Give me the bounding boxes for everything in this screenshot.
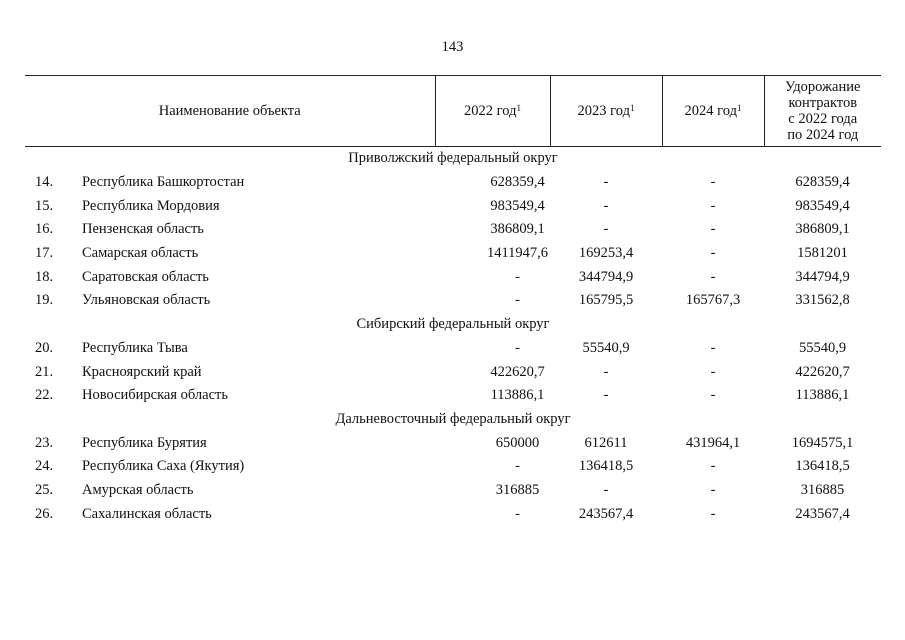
object-name: Пензенская область — [82, 221, 204, 238]
cell-2022: - — [515, 458, 520, 475]
cell-2022: - — [515, 339, 520, 356]
cell-2024: - — [710, 245, 716, 262]
object-name: Республика Башкортостан — [82, 174, 245, 191]
cell-2023: 165795,5 — [578, 292, 634, 309]
row-number: 19. — [35, 292, 54, 309]
section-row — [25, 313, 881, 337]
cell-2023: 136418,5 — [578, 458, 634, 475]
cell-increase: 136418,5 — [795, 458, 850, 475]
cell-object — [25, 171, 435, 195]
table-row — [25, 242, 881, 266]
cell-2024: - — [710, 339, 716, 356]
cell-object — [25, 502, 435, 526]
page-number: 143 — [441, 39, 464, 55]
cell-object — [25, 242, 435, 266]
cell-increase: 1694575,1 — [791, 434, 854, 451]
cell-2023: - — [603, 174, 609, 191]
table-row — [25, 194, 881, 218]
table-row — [25, 337, 881, 361]
cell-increase: 113886,1 — [795, 387, 850, 404]
table-body — [25, 147, 881, 527]
cell-2023: - — [603, 197, 609, 214]
row-number: 15. — [35, 197, 54, 214]
cell-2023: - — [603, 221, 609, 238]
row-number: 26. — [35, 505, 54, 522]
cell-2023: - — [603, 387, 609, 404]
footnote-mark: 1 — [736, 103, 742, 113]
table-header-row — [25, 76, 881, 147]
cell-object — [25, 265, 435, 289]
row-number: 24. — [35, 458, 54, 475]
cell-increase: 243567,4 — [795, 505, 850, 522]
table-row — [25, 431, 881, 455]
cell-2023: 169253,4 — [578, 245, 634, 262]
row-number: 14. — [35, 174, 54, 191]
cell-object — [25, 455, 435, 479]
cell-2022: 316885 — [495, 481, 540, 498]
header-2022: 2022 год$^1$ — [435, 76, 550, 147]
object-name: Ульяновская область — [82, 292, 211, 309]
row-number: 25. — [35, 481, 54, 498]
data-table — [25, 75, 881, 526]
cell-object — [25, 218, 435, 242]
cell-2023: - — [603, 481, 609, 498]
cell-2022: 983549,4 — [490, 197, 545, 214]
object-name: Саратовская область — [82, 268, 209, 285]
cell-2024: - — [710, 387, 716, 404]
cell-increase: 316885 — [800, 481, 845, 498]
table-row — [25, 265, 881, 289]
row-number: 23. — [35, 434, 54, 451]
header-increase: Удорожание контрактов с 2022 года по 2024 год — [764, 76, 881, 147]
cell-2024: 431964,1 — [685, 434, 741, 451]
object-name: Амурская область — [82, 481, 194, 498]
row-number: 20. — [35, 339, 54, 356]
table-row — [25, 455, 881, 479]
cell-increase: 1581201 — [797, 245, 848, 262]
cell-2022: 1411947,6 — [486, 245, 549, 262]
footnote-mark: 1 — [629, 103, 635, 113]
cell-2022: - — [515, 292, 520, 309]
cell-object — [25, 384, 435, 408]
object-name: Республика Саха (Якутия) — [82, 458, 245, 475]
row-number: 16. — [35, 221, 54, 238]
row-number: 17. — [35, 245, 54, 262]
object-name: Красноярский край — [82, 363, 202, 380]
table-row — [25, 171, 881, 195]
cell-increase: 386809,1 — [795, 221, 850, 238]
cell-2024: 165767,3 — [685, 292, 741, 309]
section-title: Дальневосточный федеральный округ — [335, 410, 571, 427]
cell-2022: 650000 — [495, 434, 540, 451]
cell-2022: - — [515, 268, 520, 285]
cell-2024: - — [710, 505, 716, 522]
header-2024: 2024 год$^1$ — [662, 76, 764, 147]
cell-2022: - — [515, 505, 520, 522]
cell-increase: 55540,9 — [798, 339, 847, 356]
cell-2023: - — [603, 363, 609, 380]
cell-2023: 612611 — [584, 434, 628, 451]
cell-2024: - — [710, 458, 716, 475]
cell-increase: 422620,7 — [795, 363, 850, 380]
cell-2022: 628359,4 — [490, 174, 545, 191]
cell-2024: - — [710, 363, 716, 380]
table-row — [25, 289, 881, 313]
table-row — [25, 384, 881, 408]
table-row — [25, 218, 881, 242]
object-name: Республика Мордовия — [82, 197, 220, 214]
section-row — [25, 408, 881, 432]
header-name: Наименование объекта — [25, 76, 435, 147]
header-2023: 2023 год$^1$ — [550, 76, 662, 147]
table-row — [25, 479, 881, 503]
cell-2024: - — [710, 197, 716, 214]
row-number: 18. — [35, 268, 54, 285]
object-name: Республика Бурятия — [82, 434, 207, 451]
object-name: Самарская область — [82, 245, 199, 262]
cell-2022: 386809,1 — [490, 221, 545, 238]
object-name: Республика Тыва — [82, 339, 188, 356]
cell-object — [25, 337, 435, 361]
section-title: Сибирский федеральный округ — [356, 316, 550, 333]
object-name: Сахалинская область — [82, 505, 212, 522]
cell-2024: - — [710, 268, 716, 285]
footnote-mark: 1 — [516, 103, 521, 113]
section-title: Приволжский федеральный округ — [348, 150, 558, 167]
cell-2023: 344794,9 — [578, 268, 634, 285]
table-row — [25, 502, 881, 526]
object-name: Новосибирская область — [82, 387, 228, 404]
cell-2022: 113886,1 — [490, 387, 545, 404]
cell-object — [25, 360, 435, 384]
cell-2024: - — [710, 481, 716, 498]
row-number: 22. — [35, 387, 54, 404]
cell-2024: - — [710, 174, 716, 191]
cell-increase: 628359,4 — [795, 174, 850, 191]
cell-2022: 422620,7 — [490, 363, 545, 380]
table-row — [25, 360, 881, 384]
cell-object — [25, 194, 435, 218]
cell-object — [25, 289, 435, 313]
cell-increase: 983549,4 — [795, 197, 850, 214]
cell-2023: 55540,9 — [582, 339, 630, 356]
row-number: 21. — [35, 363, 54, 380]
cell-increase: 344794,9 — [795, 268, 850, 285]
cell-increase: 331562,8 — [795, 292, 850, 309]
cell-object — [25, 479, 435, 503]
cell-2023: 243567,4 — [578, 505, 634, 522]
section-row — [25, 147, 881, 171]
cell-2024: - — [710, 221, 716, 238]
cell-object — [25, 431, 435, 455]
